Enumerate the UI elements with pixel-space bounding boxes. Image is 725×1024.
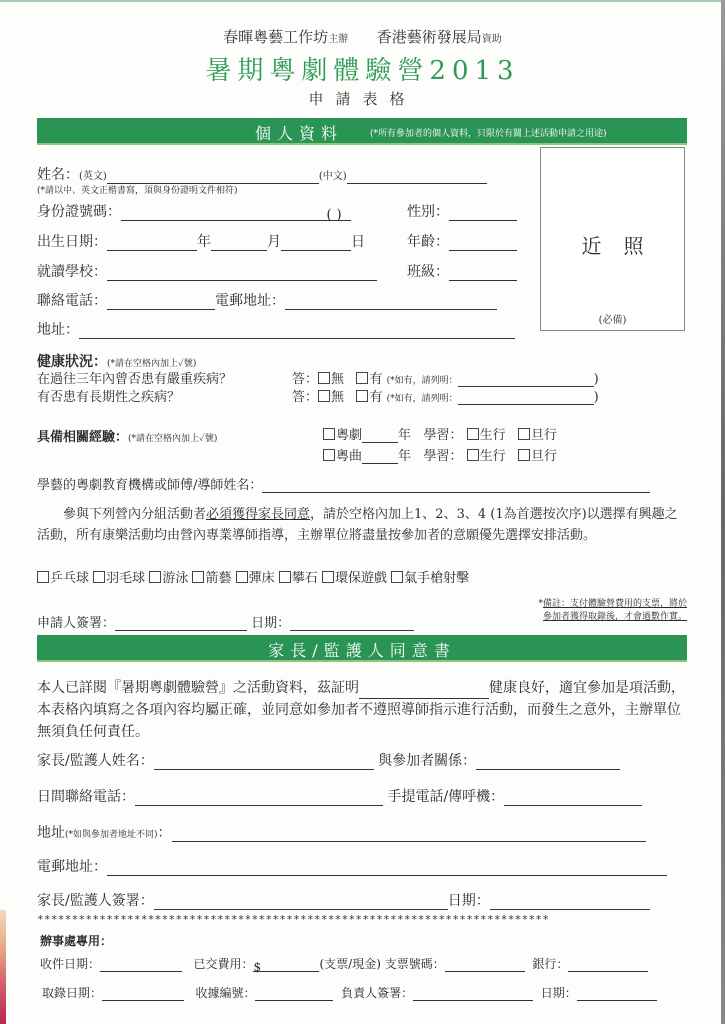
guardian-address-label: 地址 <box>37 825 65 841</box>
health-answer-2 <box>292 386 599 405</box>
applicant-signature-row <box>37 612 414 631</box>
health-instruction: (*請在空格內加上✓號) <box>107 359 197 369</box>
id-label: 身份證號碼： <box>37 204 121 220</box>
year-label: 年 <box>398 428 412 443</box>
office-date-field[interactable] <box>577 989 657 1001</box>
opera-female-role-checkbox[interactable] <box>518 428 530 440</box>
photo-required-note: (必備) <box>598 315 627 326</box>
address-field[interactable] <box>79 325 515 339</box>
activity-checkbox-climbing[interactable] <box>279 571 291 583</box>
close-paren: ) <box>593 390 599 405</box>
experience-type: 粵曲 <box>336 449 363 464</box>
currency-symbol: $ <box>253 960 262 974</box>
separator-stars: ************************************************************************** <box>37 913 550 926</box>
paid-amount-field[interactable] <box>253 960 319 972</box>
experience-instruction: (*請在空格內加上✓號) <box>128 434 218 444</box>
activity-label: 乒乓球 <box>50 571 90 586</box>
guardian-address-note: (*如與參加者地址不同) <box>65 830 158 840</box>
scan-right-edge <box>721 0 725 1024</box>
health-question-2: 有否患有長期性之疾病？ <box>37 390 181 405</box>
activity-label: 游泳 <box>162 571 189 586</box>
admit-date-label: 取錄日期： <box>42 986 103 1000</box>
guardian-address-row <box>37 822 646 842</box>
year-label: 年 <box>197 234 211 250</box>
personal-section-header <box>37 118 687 145</box>
opera-checkbox[interactable] <box>323 428 335 440</box>
note-line-2 <box>472 611 687 624</box>
school-label: 就讀學校： <box>37 264 107 280</box>
received-date-field[interactable] <box>100 960 182 972</box>
learn-label: 學習： <box>423 428 463 443</box>
name-en-field[interactable] <box>107 170 319 184</box>
officer-sign-field[interactable] <box>413 989 533 1001</box>
intro-text: 參與下列營內分組活動者 <box>63 507 207 522</box>
form-subtitle: 申請表格 <box>308 90 417 108</box>
day-phone-field[interactable] <box>135 792 383 806</box>
phone-label: 聯絡電話： <box>37 293 107 309</box>
class-label: 班級： <box>407 264 449 280</box>
name-row <box>37 164 487 184</box>
payment-type: (支票/現金) <box>319 957 381 971</box>
age-row <box>407 231 517 251</box>
guardian-name-row <box>37 750 620 770</box>
health-1-no-checkbox[interactable] <box>318 372 330 384</box>
female-role-label: 旦行 <box>531 449 558 464</box>
id-row <box>37 201 351 221</box>
school-field[interactable] <box>107 267 377 281</box>
colon: ： <box>157 825 172 841</box>
consent-section-header <box>37 635 687 662</box>
age-field[interactable] <box>449 237 517 251</box>
answer-label: 答： <box>292 372 319 387</box>
experience-title-row <box>37 426 217 445</box>
activity-checkbox-trampoline[interactable] <box>236 571 248 583</box>
song-male-role-checkbox[interactable] <box>467 449 479 461</box>
payment-note <box>472 598 687 624</box>
teacher-row <box>37 474 650 493</box>
activity-label: 環保遊戲 <box>334 571 387 586</box>
name-note: (*請以中、英文正楷書寫，須與身份證明文件相符) <box>37 186 238 196</box>
sponsor-name: 香港藝術發展局 <box>376 28 482 46</box>
male-role-label: 生行 <box>479 428 506 443</box>
guardian-signature-label: 家長/監護人簽署： <box>37 893 154 909</box>
relation-label: 與參加者關係： <box>378 753 477 769</box>
intro-text-rest: ，請於空格內加上1、2、3、4 (1為首選按次序)以選擇有興趣之活動，所有康樂活動均由營內專業導師指導，主辦單位將盡量按參加者的意願優先選擇安排活動。 <box>37 507 678 543</box>
guardian-date-label: 日期： <box>447 893 490 909</box>
experience-row-song <box>323 445 557 464</box>
experience-row-opera <box>323 424 557 443</box>
office-row-1 <box>40 955 648 972</box>
cheque-no-label: 支票號碼： <box>384 957 445 971</box>
note-text-2: 參加者獲得取錄後，才會過數作實。 <box>542 612 687 622</box>
received-date-label: 收件日期： <box>40 957 101 971</box>
participant-name-field[interactable] <box>359 683 489 699</box>
dob-row <box>37 231 365 251</box>
school-row <box>37 261 377 281</box>
guardian-signature-field[interactable] <box>154 896 448 910</box>
personal-section-title: 個人資料 <box>255 124 344 143</box>
dob-day-field[interactable] <box>281 237 351 251</box>
health-2-no-checkbox[interactable] <box>318 390 330 402</box>
guardian-date-field[interactable] <box>490 896 650 910</box>
health-2-yes-checkbox[interactable] <box>356 390 368 402</box>
form-title: 暑期粵劇體驗營2013 <box>205 56 520 86</box>
address-label: 地址： <box>37 322 79 338</box>
activity-label: 攀石 <box>291 571 318 586</box>
age-label: 年齡： <box>407 234 449 250</box>
song-checkbox[interactable] <box>323 449 335 461</box>
health-2-detail-field[interactable] <box>458 393 594 405</box>
photo-box[interactable] <box>540 147 685 331</box>
activity-label: 彈床 <box>248 571 275 586</box>
gender-field[interactable] <box>449 207 517 221</box>
experience-type: 粵劇 <box>336 428 363 443</box>
note-asterisk: * <box>538 599 543 609</box>
receipt-no-field[interactable] <box>255 989 333 1001</box>
mobile-field[interactable] <box>504 792 642 806</box>
learn-label: 學習： <box>423 449 463 464</box>
address-row <box>37 319 515 339</box>
bank-field[interactable] <box>568 960 648 972</box>
guardian-phone-row <box>37 786 642 806</box>
header-organizers <box>0 26 725 47</box>
dob-label: 出生日期： <box>37 234 107 250</box>
guardian-email-field[interactable] <box>107 862 667 876</box>
consent-text-1: 本人已詳閱『暑期粵劇體驗營』之活動資料，茲証明 <box>37 680 359 696</box>
yes-label: 有 <box>369 390 383 405</box>
office-date-label: 日期： <box>540 986 577 1000</box>
consent-text-2: 健康良好，適宜參加是項活動，本表格內填寫之各項內容均屬正確，並同意如參加者不遵照導師指示進行活動，而發生之意外，主辦單位無須負任何責任。 <box>37 680 685 740</box>
office-row-2 <box>42 984 657 1001</box>
bank-label: 銀行： <box>532 957 569 971</box>
name-zh-field[interactable] <box>347 170 487 184</box>
song-female-role-checkbox[interactable] <box>518 449 530 461</box>
paid-label: 已交費用： <box>193 957 254 971</box>
close-paren: ) <box>593 372 599 387</box>
answer-label: 答： <box>292 390 319 405</box>
relation-field[interactable] <box>476 756 620 770</box>
personal-section-note: (*所有參加者的個人資料，只限於有關上述活動申請之用途) <box>370 129 607 139</box>
guardian-email-label: 電郵地址： <box>37 859 107 875</box>
health-title: 健康狀況： <box>37 354 107 370</box>
page-top-edge <box>0 0 725 2</box>
activity-checkbox-badminton[interactable] <box>93 571 105 583</box>
name-label: 姓名： <box>37 167 79 183</box>
applicant-date-field[interactable] <box>290 617 414 631</box>
day-label: 日 <box>351 234 365 250</box>
contact-row <box>37 290 497 310</box>
note-line-1 <box>472 598 687 611</box>
id-number-field[interactable] <box>121 207 317 221</box>
organizer-name: 春暉粵藝工作坊 <box>223 28 329 46</box>
health-question-1: 在過往三年內曾否患有嚴重疾病？ <box>37 372 233 387</box>
applicant-date-label: 日期： <box>251 616 291 631</box>
no-label: 無 <box>331 372 345 387</box>
activity-checkbox-swimming[interactable] <box>149 571 161 583</box>
consent-statement <box>37 677 687 743</box>
guardian-email-row <box>37 856 667 876</box>
organizer-role: 主辦 <box>328 34 349 45</box>
id-check-digit-field[interactable]: ( ) <box>317 207 351 221</box>
if-yes-note: (*如有，請列明： <box>386 394 458 404</box>
guardian-name-field[interactable] <box>154 756 374 770</box>
opera-years-field[interactable] <box>362 431 398 443</box>
cheque-no-field[interactable] <box>445 960 525 972</box>
intro-parental-consent: 必須獲得家長同意 <box>206 507 311 522</box>
dob-year-field[interactable] <box>107 237 197 251</box>
activity-label: 箭藝 <box>205 571 232 586</box>
class-row <box>407 261 517 281</box>
experience-title: 具備相關經驗： <box>37 430 129 445</box>
photo-label: 近照 <box>581 234 666 258</box>
month-label: 月 <box>267 234 281 250</box>
opera-male-role-checkbox[interactable] <box>467 428 479 440</box>
male-role-label: 生行 <box>479 449 506 464</box>
applicant-signature-label: 申請人簽署： <box>37 616 116 631</box>
activity-checkbox-eco-games[interactable] <box>322 571 334 583</box>
song-years-field[interactable] <box>362 452 398 464</box>
no-label: 無 <box>331 390 345 405</box>
teacher-field[interactable] <box>262 479 650 493</box>
guardian-name-label: 家長/監護人姓名： <box>37 753 154 769</box>
guardian-signature-row <box>37 890 650 910</box>
note-text-1: 備註：支付體驗營費用的支票，將於 <box>542 599 687 609</box>
day-phone-label: 日間聯絡電話： <box>37 789 135 805</box>
name-zh-label: (中文) <box>318 171 347 182</box>
mobile-label: 手提電話/傳呼機： <box>387 789 505 805</box>
class-field[interactable] <box>449 267 517 281</box>
year-label: 年 <box>398 449 412 464</box>
email-label: 電郵地址： <box>215 293 285 309</box>
gender-label: 性別： <box>407 204 449 220</box>
activity-label: 氣手槍射擊 <box>404 571 470 586</box>
female-role-label: 旦行 <box>531 428 558 443</box>
dob-month-field[interactable] <box>211 237 267 251</box>
receipt-no-label: 收據編號： <box>195 986 256 1000</box>
yes-label: 有 <box>369 372 383 387</box>
teacher-label: 學藝的粵劇教育機構或師傅/導師姓名： <box>37 478 263 493</box>
if-yes-note: (*如有，請列明： <box>386 376 458 386</box>
scan-left-stain <box>0 910 6 1024</box>
health-1-yes-checkbox[interactable] <box>356 372 368 384</box>
officer-sign-label: 負責人簽署： <box>341 986 414 1000</box>
activity-options <box>37 567 469 586</box>
email-field[interactable] <box>285 296 497 310</box>
phone-field[interactable] <box>107 296 215 310</box>
activity-checkbox-air-pistol[interactable] <box>391 571 403 583</box>
guardian-address-field[interactable] <box>172 828 646 842</box>
activity-checkbox-archery[interactable] <box>192 571 204 583</box>
applicant-signature-field[interactable] <box>115 617 247 631</box>
gender-row <box>407 201 517 221</box>
activity-checkbox-table-tennis[interactable] <box>37 571 49 583</box>
sponsor-role: 資助 <box>481 34 502 45</box>
admit-date-field[interactable] <box>102 989 184 1001</box>
name-en-label: (英文) <box>79 171 107 182</box>
health-answer-1 <box>292 368 599 387</box>
office-use-title: 辦事處專用： <box>40 934 113 948</box>
activities-intro <box>37 504 687 546</box>
activity-label: 羽毛球 <box>106 571 146 586</box>
consent-section-title: 家長/監護人同意書 <box>268 641 456 660</box>
